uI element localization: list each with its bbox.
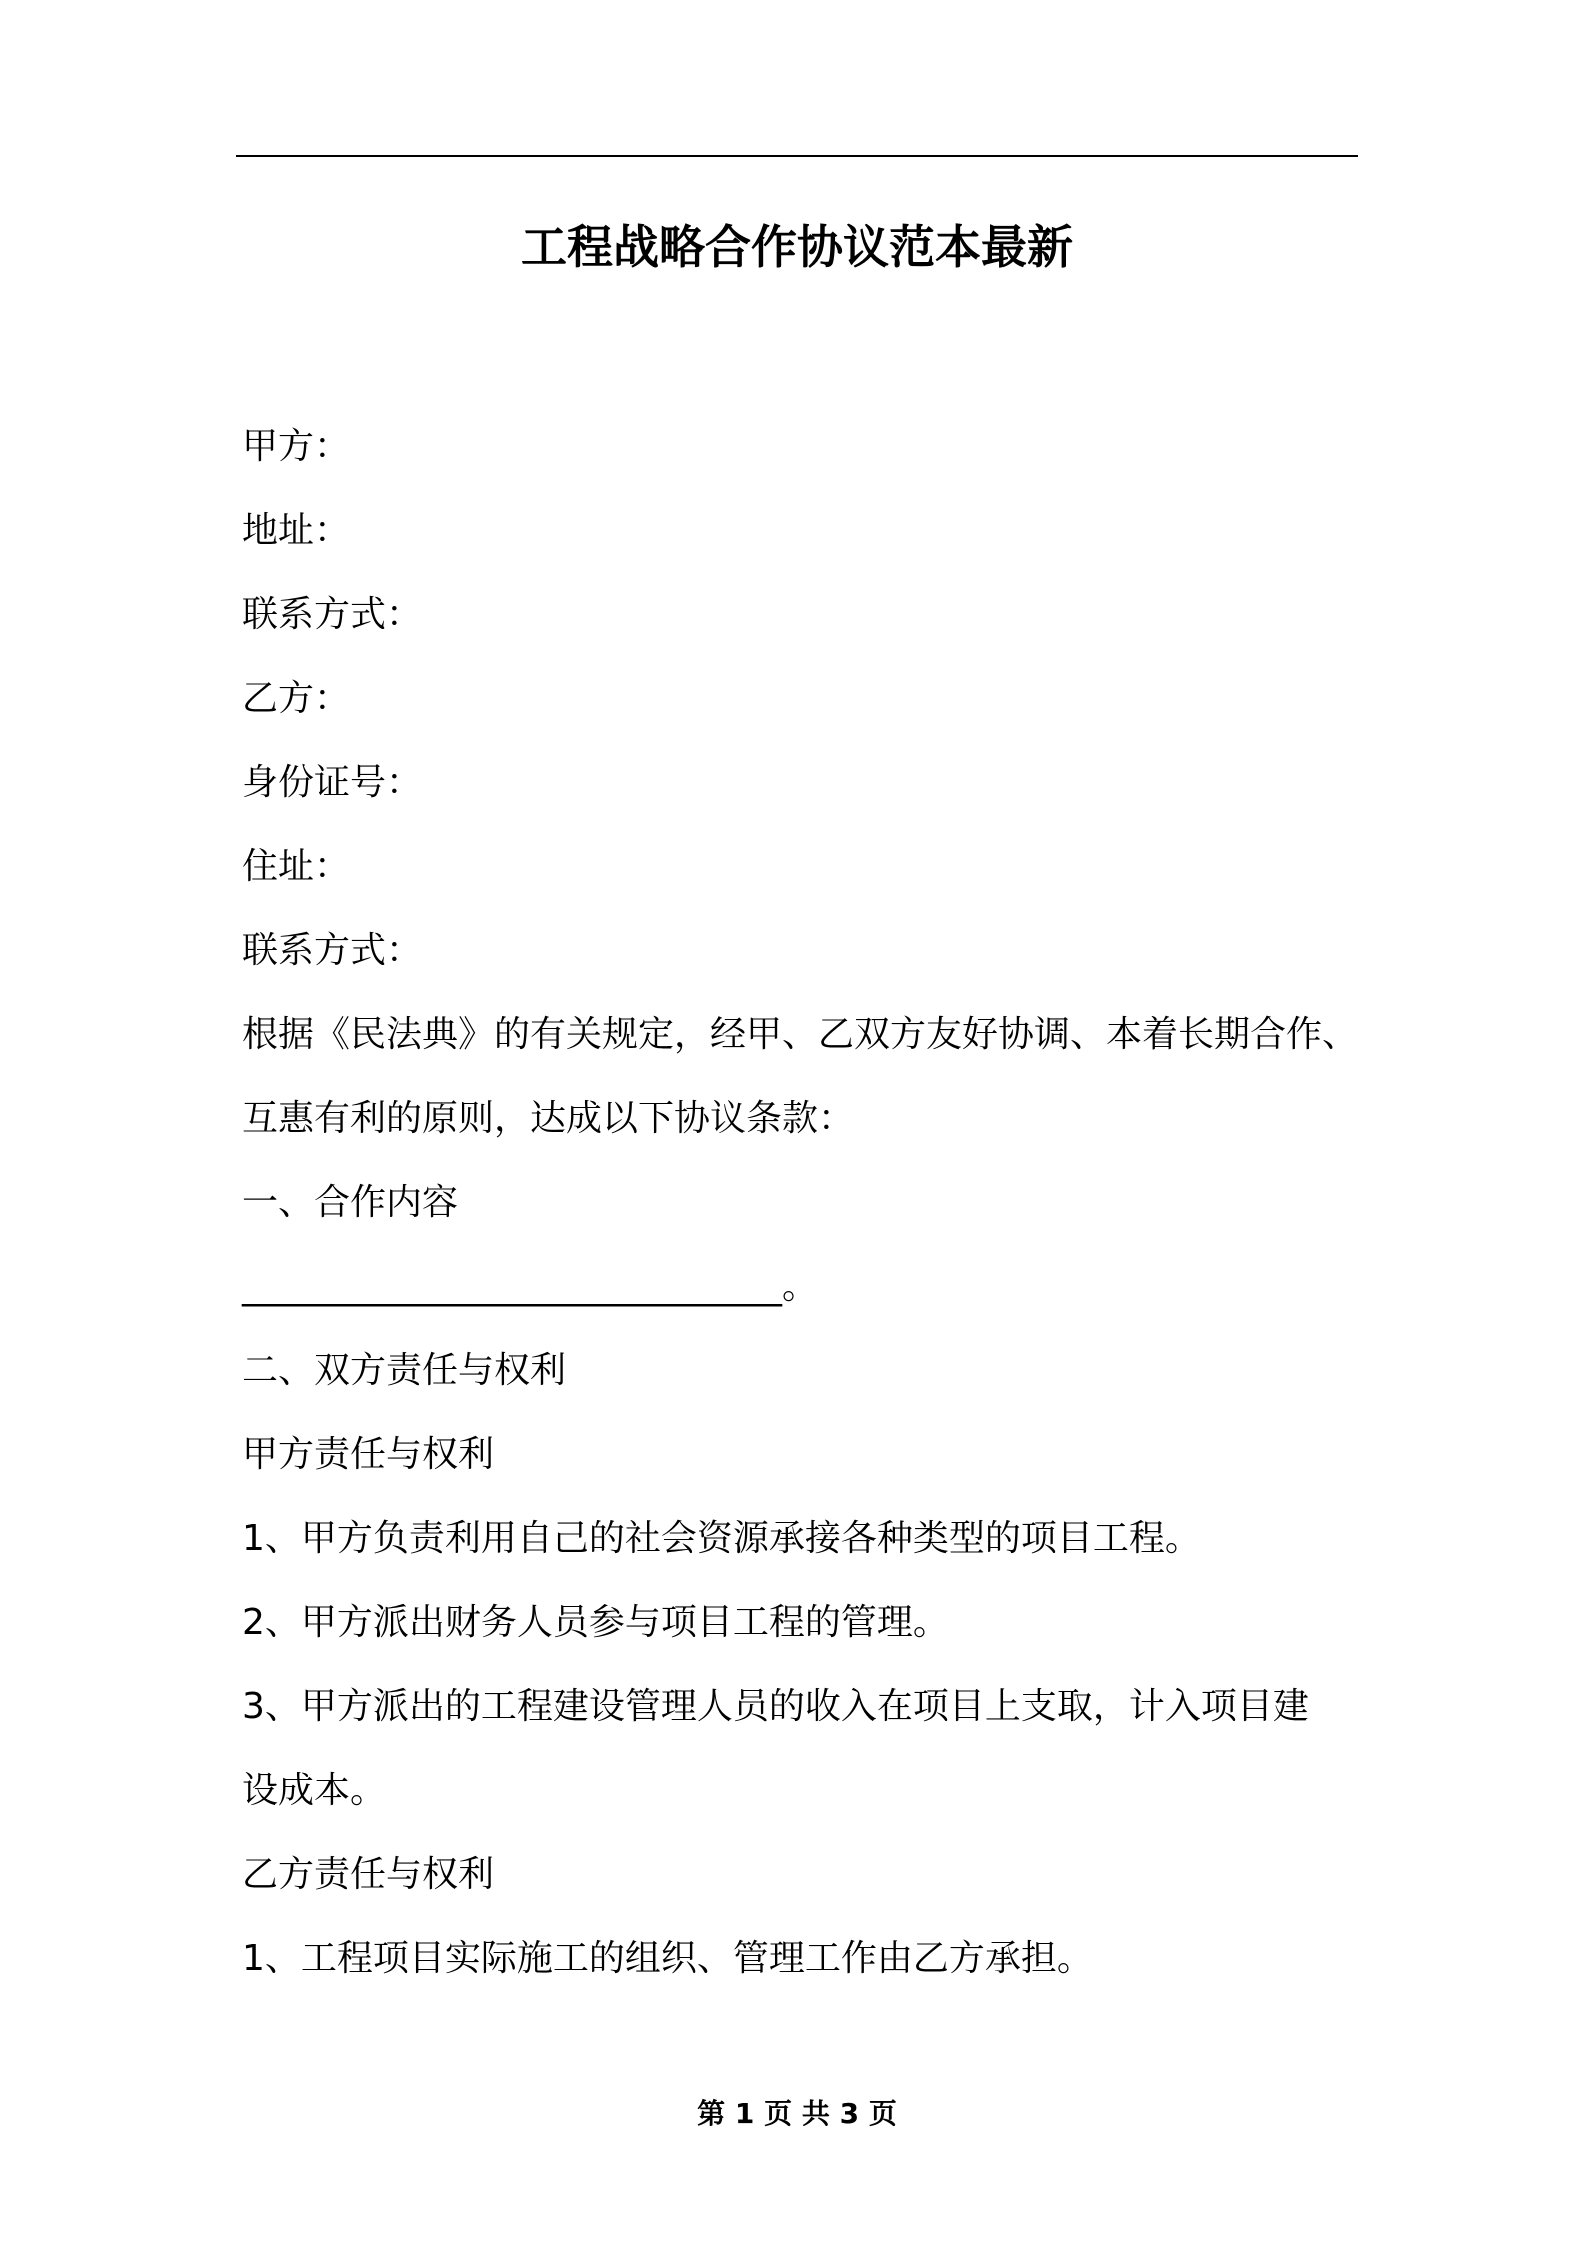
party-b-contact-line: 联系方式： — [242, 930, 423, 971]
party-a-clause-1: 1、甲方负责利用自己的社会资源承接各种类型的项目工程。 — [242, 1518, 1201, 1559]
party-b-clause-1: 1、工程项目实际施工的组织、管理工作由乙方承担。 — [242, 1938, 1093, 1979]
party-a-clause-2: 2、甲方派出财务人员参与项目工程的管理。 — [242, 1602, 949, 1643]
preamble-line-2: 互惠有利的原则，达成以下协议条款： — [242, 1098, 855, 1139]
party-a-contact-line: 联系方式： — [242, 594, 423, 635]
subheading-party-b: 乙方责任与权利 — [242, 1854, 495, 1895]
party-b-residence-line: 住址： — [242, 846, 351, 887]
party-a-clause-3-line-2: 设成本。 — [242, 1770, 387, 1811]
document-title: 工程战略合作协议范本最新 — [521, 220, 1073, 274]
section-heading-cooperation: 一、合作内容 — [242, 1182, 459, 1223]
party-a-address-line: 地址： — [242, 510, 351, 551]
party-b-id-line: 身份证号： — [242, 762, 423, 803]
preamble-line-1: 根据《民法典》的有关规定，经甲、乙双方友好协调、本着长期合作、 — [242, 1014, 1359, 1055]
header-divider — [236, 155, 1358, 157]
document-body — [242, 405, 1372, 2001]
page-number-footer: 第 1 页 共 3 页 — [697, 2097, 897, 2130]
cooperation-blank-line: ______________________________。 — [242, 1266, 818, 1307]
party-a-line: 甲方： — [242, 426, 351, 467]
party-a-clause-3-line-1: 3、甲方派出的工程建设管理人员的收入在项目上支取，计入项目建 — [242, 1686, 1309, 1727]
section-heading-responsibilities: 二、双方责任与权利 — [242, 1350, 567, 1391]
party-b-line: 乙方： — [242, 678, 351, 719]
subheading-party-a: 甲方责任与权利 — [242, 1434, 495, 1475]
